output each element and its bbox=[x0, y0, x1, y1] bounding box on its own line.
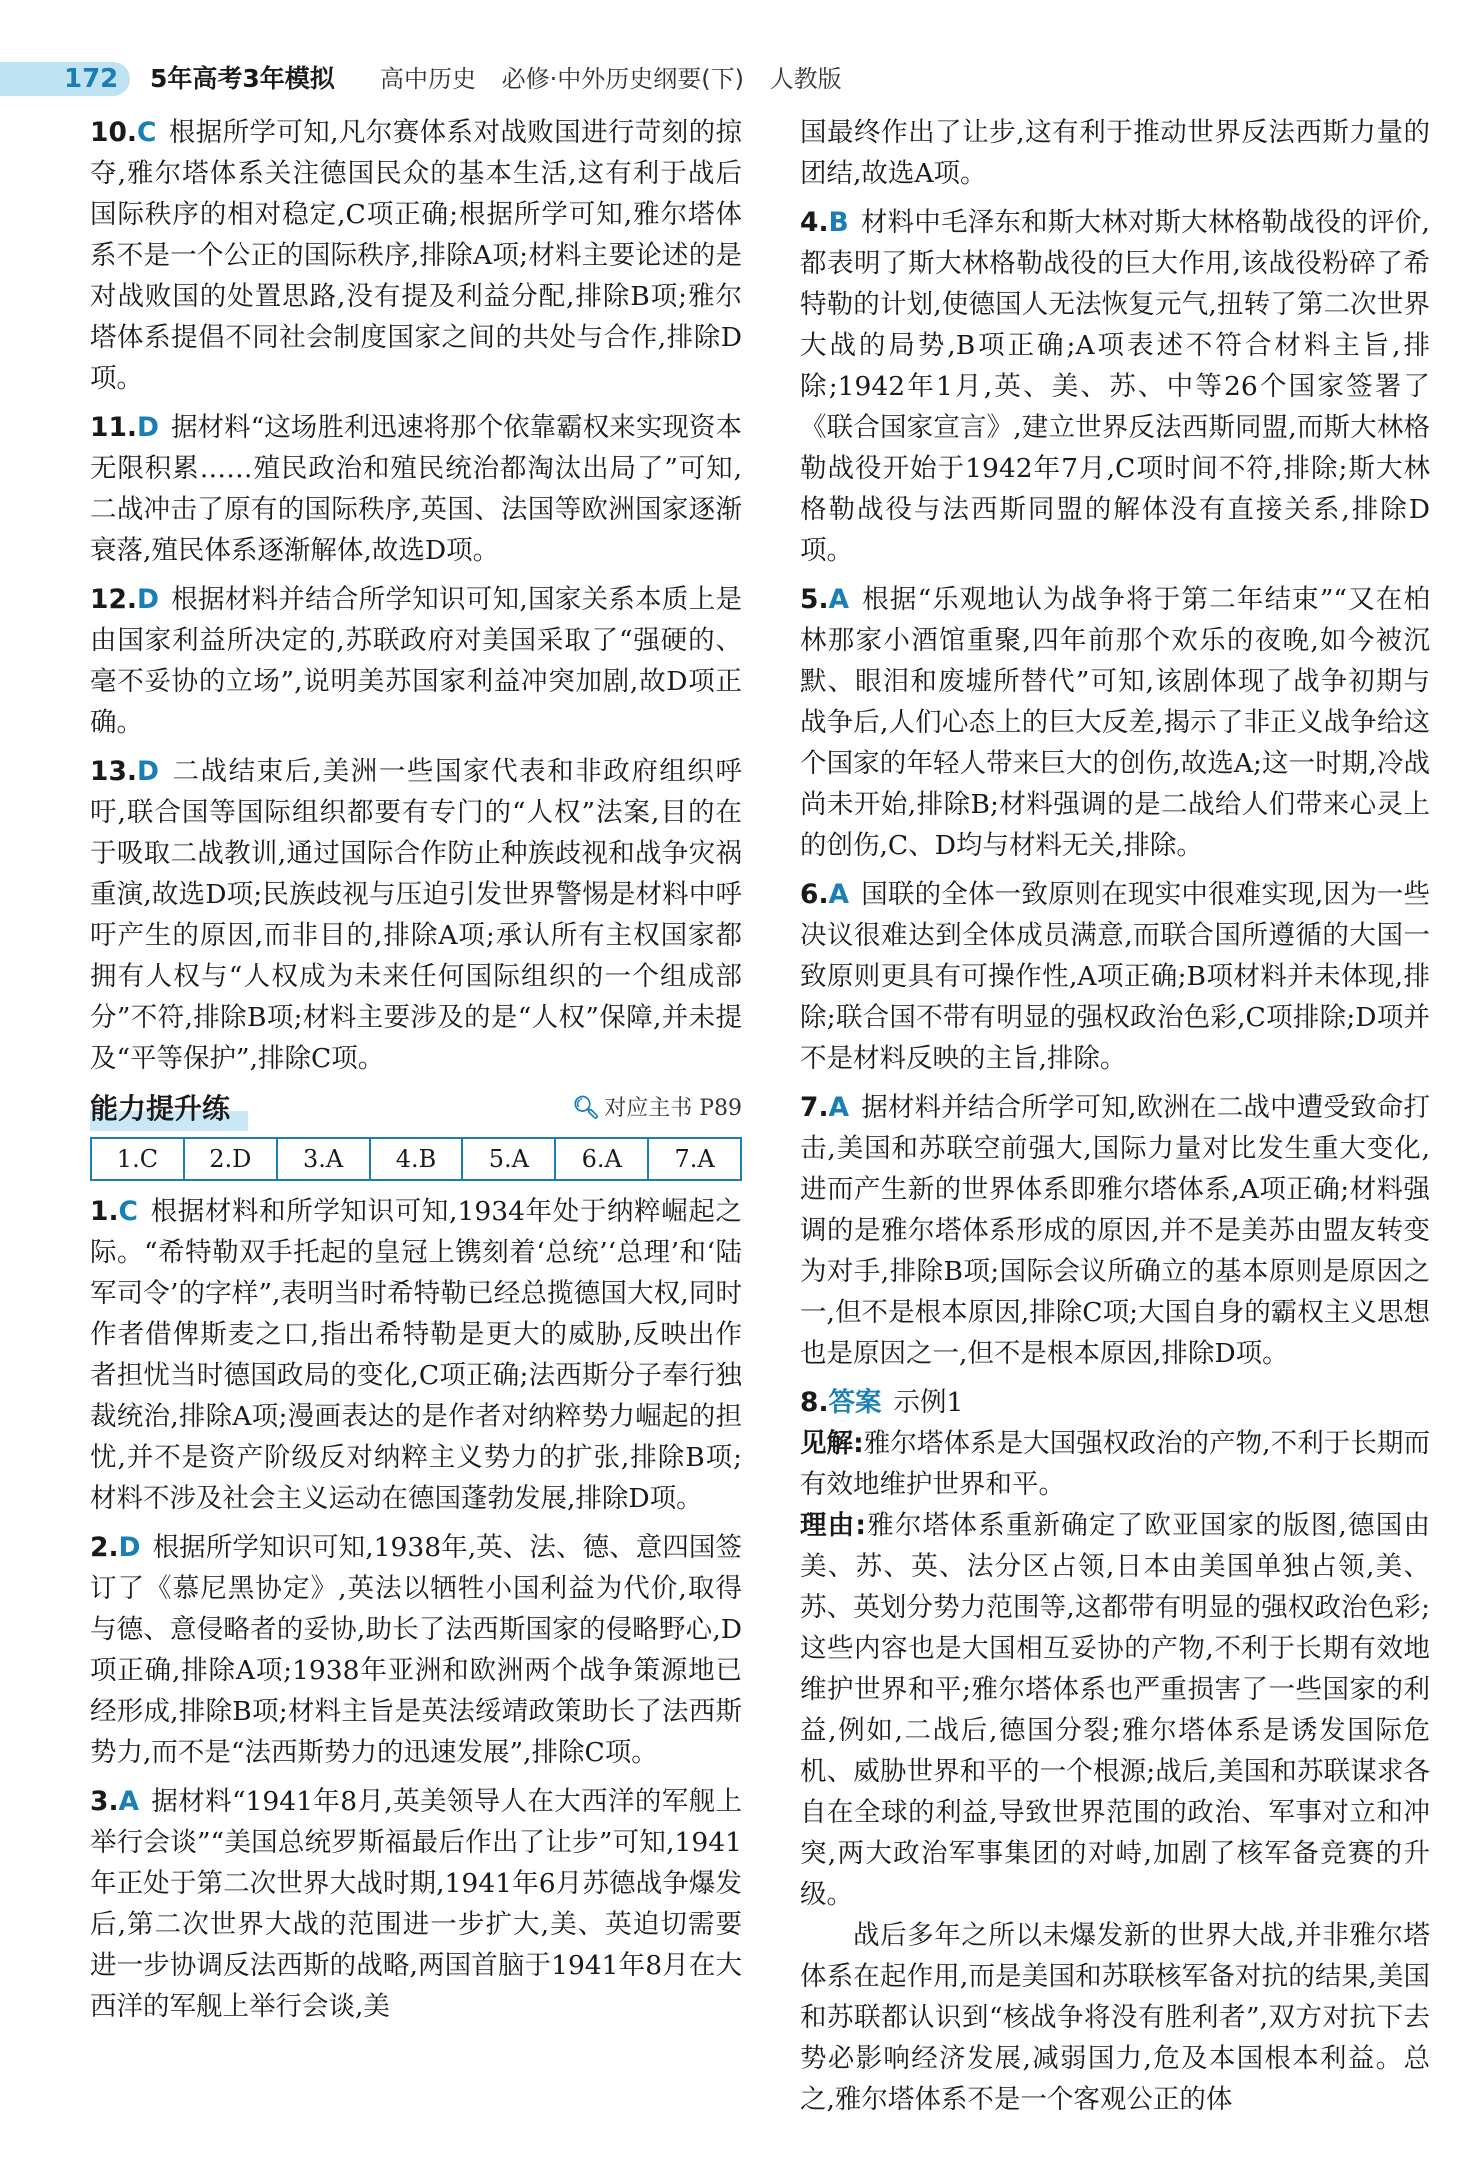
answer-item-6: 6.A 国联的全体一致原则在现实中很难实现,因为一些决议很难达到全体成员满意,而联合国所遵循的大国一致原则更具有可操作性,A项正确;B项材料并未体现,排除;联合国不带有明显的强权政治色彩,C项排除;D项并不是材料反映的主旨,排除。 bbox=[800, 879, 1430, 1074]
view-paragraph: 见解:雅尔塔体系是大国强权政治的产物,不利于长期而有效地维护世界和平。 bbox=[800, 1428, 1430, 1500]
answer-cell: 4.B bbox=[371, 1139, 464, 1179]
answer-cell: 2.D bbox=[185, 1139, 278, 1179]
answer-cell: 7.A bbox=[674, 1145, 715, 1173]
conclusion-paragraph: 战后多年之所以未爆发新的世界大战,并非雅尔塔体系在起作用,而是美国和苏联核军备对抗的结果,美国和苏联都认识到“核战争将没有胜利者”,双方对抗下去势必影响经济发展,减弱国力,危及本国根本利益。总之,雅尔塔体系不是一个客观公正的体 bbox=[800, 1920, 1430, 2115]
answer-item-13: 13.D 二战结束后,美洲一些国家代表和非政府组织呼吁,联合国等国际组织都要有专门的“人权”法案,目的在于吸取二战教训,通过国际合作防止种族歧视和战争灾祸重演,故选D项;民族歧视与压迫引发世界警惕是材料中呼吁产生的原因,而非目的,排除A项;承认所有主权国家都拥有人权与“人权成为未来任何国际组织的一个组成部分”不符,排除B项;材料主要涉及的是“人权”保障,并未提及“平等保护”,排除C项。 bbox=[90, 756, 742, 1074]
reason-paragraph: 理由:雅尔塔体系重新确定了欧亚国家的版图,德国由美、苏、英、法分区占领,日本由美国单独占领,美、苏、英划分势力范围等,这都带有明显的强权政治色彩;这些内容也是大国相互妥协的产物,不利于长期有效地维护世界和平;雅尔塔体系也严重损害了一些国家的利益,例如,二战后,德国分裂;雅尔塔体系是诱发国际危机、威胁世界和平的一个根源;战后,美国和苏联谋求各自在全球的利益,导致世界范围的政治、军事对立和冲突,两大政治军事集团的对峙,加剧了核军备竞赛的升级。 bbox=[800, 1510, 1430, 1910]
answer-cell: 6.A bbox=[556, 1139, 649, 1179]
answer-item-7: 7.A 据材料并结合所学可知,欧洲在二战中遭受致命打击,美国和苏联空前强大,国际力量对比发生重大变化,进而产生新的世界体系即雅尔塔体系,A项正确;材料强调的是雅尔塔体系形成的原因,并不是美苏由盟友转变为对手,排除B项;国际会议所确立的基本原则是原因之一,但不是根本原因,排除C项;大国自身的霸权主义思想也是原因之一,但不是根本原因,排除D项。 bbox=[800, 1092, 1430, 1369]
page-header bbox=[0, 56, 1464, 106]
answer-item-8: 8.答案 示例1 bbox=[800, 1387, 964, 1418]
answer-item-1: 1.C 根据材料和所学知识可知,1934年处于纳粹崛起之际。“希特勒双手托起的皇冠上镌刻着‘总统’‘总理’和‘陆军司令’的字样”,表明当时希特勒已经总揽德国大权,同时作者借俾斯麦之口,指出希特勒是更大的威胁,反映出作者担忧当时德国政局的变化,C项正确;法西斯分子奉行独裁统治,排除A项;漫画表达的是作者对纳粹势力崛起的担忧,并不是资产阶级反对纳粹主义势力的扩张,排除B项;材料不涉及社会主义运动在德国蓬勃发展,排除D项。 bbox=[90, 1196, 742, 1514]
answer-grid bbox=[90, 1137, 742, 1181]
right-column bbox=[800, 112, 1430, 2128]
book-brand: 5年高考3年模拟 bbox=[150, 64, 335, 93]
section-reference: 🔍︎ 对应主书 P89 bbox=[572, 1096, 742, 1121]
answer-cell: 3.A bbox=[278, 1139, 371, 1179]
book-subject: 高中历史 必修·中外历史纲要(下) 人教版 bbox=[380, 65, 842, 93]
section-heading bbox=[90, 1087, 742, 1133]
answer-cell: 5.A bbox=[463, 1139, 556, 1179]
answer-item-5: 5.A 根据“乐观地认为战争将于第二年结束”“又在柏林那家小酒馆重聚,四年前那个欢乐的夜晚,如今被沉默、眼泪和废墟所替代”可知,该剧体现了战争初期与战争后,人们心态上的巨大反差,揭示了非正义战争给这个国家的年轻人带来巨大的创伤,故选A;这一时期,冷战尚未开始,排除B;材料强调的是二战给人们带来心灵上的创伤,C、D均与材料无关,排除。 bbox=[800, 584, 1430, 861]
page-number: 172 bbox=[0, 62, 130, 96]
answer-item-4: 4.B 材料中毛泽东和斯大林对斯大林格勒战役的评价,都表明了斯大林格勒战役的巨大作用,该战役粉碎了希特勒的计划,使德国人无法恢复元气,扭转了第二次世界大战的局势,B项正确;A项表述不符合材料主旨,排除;1942年1月,英、美、苏、中等26个国家签署了《联合国家宣言》,建立世界反法西斯同盟,而斯大林格勒战役开始于1942年7月,C项时间不符,排除;斯大林格勒战役与法西斯同盟的解体没有直接关系,排除D项。 bbox=[800, 207, 1430, 566]
answer-item-3: 3.A 据材料“1941年8月,英美领导人在大西洋的军舰上举行会谈”“美国总统罗斯福最后作出了让步”可知,1941年正处于第二次世界大战时期,1941年6月苏德战争爆发后,第二次世界大战的范围进一步扩大,美、英迫切需要进一步协调反法西斯的战略,两国首脑于1941年8月在大西洋的军舰上举行会谈,美 bbox=[90, 1786, 742, 2022]
left-column bbox=[90, 112, 742, 2035]
answer-item-10: 10.C 根据所学可知,凡尔赛体系对战败国进行苛刻的掠夺,雅尔塔体系关注德国民众的基本生活,这有利于战后国际秩序的相对稳定,C项正确;根据所学可知,雅尔塔体系不是一个公正的国际秩序,排除A项;材料主要论述的是对战败国的处置思路,没有提及利益分配,排除B项;雅尔塔体系提倡不同社会制度国家之间的共处与合作,排除D项。 bbox=[90, 117, 742, 394]
answer-item-2: 2.D 根据所学知识可知,1938年,英、法、德、意四国签订了《慕尼黑协定》,英法以牺牲小国利益为代价,取得与德、意侵略者的妥协,助长了法西斯国家的侵略野心,D项正确,排除A项;1938年亚洲和欧洲两个战争策源地已经形成,排除B项;材料主旨是英法绥靖政策助长了法西斯势力,而不是“法西斯势力的迅速发展”,排除C项。 bbox=[90, 1532, 742, 1768]
section-title: 能力提升练 bbox=[90, 1087, 248, 1131]
search-icon: 🔍︎ bbox=[572, 1096, 601, 1121]
answer-item-3-continued: 国最终作出了让步,这有利于推动世界反法西斯力量的团结,故选A项。 bbox=[800, 117, 1430, 189]
answer-cell: 1.C bbox=[92, 1139, 185, 1179]
answer-item-12: 12.D 根据材料并结合所学知识可知,国家关系本质上是由国家利益所决定的,苏联政府对美国采取了“强硬的、毫不妥协的立场”,说明美苏国家利益冲突加剧,故D项正确。 bbox=[90, 584, 742, 738]
answer-item-11: 11.D 据材料“这场胜利迅速将那个依靠霸权来实现资本无限积累……殖民政治和殖民统治都淘汰出局了”可知,二战冲击了原有的国际秩序,英国、法国等欧洲国家逐渐衰落,殖民体系逐渐解体,故选D项。 bbox=[90, 412, 742, 566]
